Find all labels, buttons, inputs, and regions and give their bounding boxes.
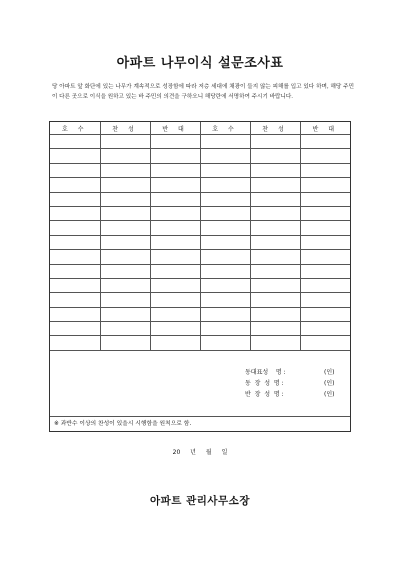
table-cell[interactable] — [200, 235, 250, 249]
table-cell[interactable] — [100, 264, 150, 278]
table-cell[interactable] — [300, 336, 350, 350]
table-row — [50, 178, 350, 192]
table-cell[interactable] — [50, 307, 100, 321]
table-cell[interactable] — [150, 293, 200, 307]
survey-table — [50, 122, 350, 351]
table-cell[interactable] — [200, 221, 250, 235]
table-cell[interactable] — [200, 135, 250, 149]
header-disagree: 반 대 — [150, 122, 200, 135]
table-cell[interactable] — [200, 278, 250, 292]
table-cell[interactable] — [300, 135, 350, 149]
table-cell[interactable] — [300, 293, 350, 307]
table-cell[interactable] — [150, 192, 200, 206]
table-cell[interactable] — [100, 293, 150, 307]
table-cell[interactable] — [150, 221, 200, 235]
table-header-row — [50, 122, 350, 135]
table-cell[interactable] — [150, 336, 200, 350]
table-cell[interactable] — [300, 250, 350, 264]
table-cell[interactable] — [150, 206, 200, 220]
table-cell[interactable] — [150, 178, 200, 192]
table-cell[interactable] — [150, 264, 200, 278]
signature-label: 반 장 성 명 : — [245, 391, 284, 398]
survey-form-frame — [49, 121, 351, 432]
table-cell[interactable] — [100, 336, 150, 350]
table-cell[interactable] — [50, 264, 100, 278]
table-cell[interactable] — [300, 163, 350, 177]
table-cell[interactable] — [300, 178, 350, 192]
table-row — [50, 293, 350, 307]
table-cell[interactable] — [50, 149, 100, 163]
signature-label: 동대표성 명 : — [245, 369, 286, 376]
table-row — [50, 221, 350, 235]
table-cell[interactable] — [200, 163, 250, 177]
table-cell[interactable] — [50, 278, 100, 292]
table-cell[interactable] — [250, 221, 300, 235]
table-cell[interactable] — [250, 250, 300, 264]
table-cell[interactable] — [150, 307, 200, 321]
table-cell[interactable] — [300, 307, 350, 321]
table-cell[interactable] — [200, 264, 250, 278]
table-cell[interactable] — [50, 322, 100, 336]
table-cell[interactable] — [50, 221, 100, 235]
table-cell[interactable] — [300, 206, 350, 220]
table-cell[interactable] — [100, 163, 150, 177]
table-cell[interactable] — [250, 163, 300, 177]
table-cell[interactable] — [50, 293, 100, 307]
table-cell[interactable] — [150, 163, 200, 177]
table-cell[interactable] — [300, 149, 350, 163]
table-cell[interactable] — [250, 336, 300, 350]
seal-mark: (인) — [324, 391, 335, 398]
header-unit-2: 호 수 — [200, 122, 250, 135]
table-cell[interactable] — [250, 178, 300, 192]
table-cell[interactable] — [50, 235, 100, 249]
table-cell[interactable] — [100, 250, 150, 264]
table-cell[interactable] — [50, 192, 100, 206]
table-cell[interactable] — [200, 250, 250, 264]
table-cell[interactable] — [250, 235, 300, 249]
table-row — [50, 322, 350, 336]
table-row — [50, 163, 350, 177]
table-cell[interactable] — [50, 336, 100, 350]
table-cell[interactable] — [100, 278, 150, 292]
table-row — [50, 235, 350, 249]
table-cell[interactable] — [200, 192, 250, 206]
approval-note: ※ 과반수 이상의 찬성이 있을시 시행함을 원칙으로 함. — [50, 416, 350, 432]
table-cell[interactable] — [100, 235, 150, 249]
table-cell[interactable] — [300, 278, 350, 292]
table-cell[interactable] — [100, 178, 150, 192]
table-row — [50, 278, 350, 292]
signature-row-rep — [50, 367, 350, 377]
header-agree: 찬 성 — [100, 122, 150, 135]
table-cell[interactable] — [250, 149, 300, 163]
table-row — [50, 192, 350, 206]
issuer-signature: 아파트 관리사무소장 — [150, 495, 250, 507]
table-cell[interactable] — [250, 307, 300, 321]
survey-table-body — [50, 135, 350, 351]
table-cell[interactable] — [150, 135, 200, 149]
header-unit: 호 수 — [50, 122, 100, 135]
table-cell[interactable] — [200, 149, 250, 163]
table-cell[interactable] — [300, 235, 350, 249]
table-row — [50, 135, 350, 149]
table-row — [50, 307, 350, 321]
table-cell[interactable] — [200, 206, 250, 220]
table-row — [50, 336, 350, 350]
table-cell[interactable] — [300, 322, 350, 336]
table-cell[interactable] — [100, 322, 150, 336]
header-agree-2: 찬 성 — [250, 122, 300, 135]
signature-row-ban — [50, 389, 350, 399]
table-cell[interactable] — [250, 135, 300, 149]
table-cell[interactable] — [150, 322, 200, 336]
table-cell[interactable] — [250, 278, 300, 292]
table-row — [50, 149, 350, 163]
table-cell[interactable] — [50, 250, 100, 264]
table-cell[interactable] — [150, 149, 200, 163]
table-cell[interactable] — [200, 322, 250, 336]
table-cell[interactable] — [100, 149, 150, 163]
table-cell[interactable] — [250, 322, 300, 336]
table-cell[interactable] — [200, 307, 250, 321]
signature-row-dong — [50, 378, 350, 388]
table-cell[interactable] — [200, 293, 250, 307]
table-cell[interactable] — [200, 178, 250, 192]
header-disagree-2: 반 대 — [300, 122, 350, 135]
table-cell[interactable] — [250, 264, 300, 278]
table-cell[interactable] — [250, 206, 300, 220]
table-cell[interactable] — [250, 293, 300, 307]
table-cell[interactable] — [50, 163, 100, 177]
table-row — [50, 250, 350, 264]
table-cell[interactable] — [250, 192, 300, 206]
table-cell[interactable] — [300, 192, 350, 206]
table-cell[interactable] — [300, 264, 350, 278]
table-cell[interactable] — [100, 221, 150, 235]
table-cell[interactable] — [150, 250, 200, 264]
table-cell[interactable] — [50, 206, 100, 220]
table-cell[interactable] — [50, 135, 100, 149]
seal-mark: (인) — [324, 369, 335, 376]
table-cell[interactable] — [100, 135, 150, 149]
table-row — [50, 264, 350, 278]
document-title: 아파트 나무이식 설문조사표 — [116, 56, 284, 71]
table-cell[interactable] — [200, 336, 250, 350]
table-cell[interactable] — [150, 278, 200, 292]
table-cell[interactable] — [100, 206, 150, 220]
table-cell[interactable] — [100, 192, 150, 206]
table-row — [50, 206, 350, 220]
table-cell[interactable] — [50, 178, 100, 192]
table-cell[interactable] — [300, 221, 350, 235]
table-cell[interactable] — [100, 307, 150, 321]
date-line: 20 년 월 일 — [172, 449, 228, 456]
table-cell[interactable] — [150, 235, 200, 249]
signature-label: 동 장 성 명 : — [245, 380, 284, 387]
intro-paragraph: 당 아파트 앞 화단에 있는 나무가 계속적으로 성장함에 따라 저층 세대에 채광이 들지 않는 피해를 입고 있다 하며, 해당 주민이 다른 곳으로 이식을 원하고 있는 바 주민의 의견을 구하오니 해당란에 서명하여 주시기 바랍니다. — [52, 84, 354, 100]
seal-mark: (인) — [324, 380, 335, 387]
